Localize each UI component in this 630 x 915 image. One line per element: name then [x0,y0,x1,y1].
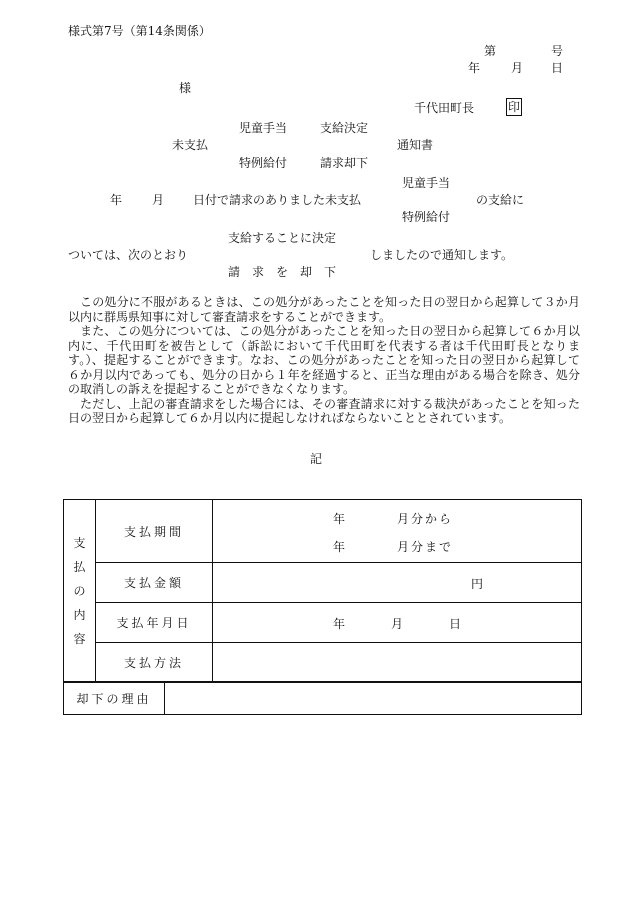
title-payment-decision: 支給決定 [320,121,369,135]
body-date-year: 年 [110,193,123,207]
rejection-reason-label: 却下の理由 [64,682,165,715]
payment-method-label: 支払方法 [96,643,213,683]
payment-date-year: 年 [333,617,346,631]
body-notified: しましたので通知します。 [370,248,514,262]
payment-date-field[interactable] [213,603,582,643]
body-payment-decision: 支給することに決定 [228,231,337,245]
period-to-year: 年 [333,540,346,554]
body-date-month: 月 [152,193,165,207]
payment-amount-label: 支払金額 [96,563,213,603]
payment-contents-group-label: 支 払 の 内 容 [64,500,96,683]
payment-method-field[interactable] [213,643,582,683]
period-to-month: 月分まで [397,540,454,554]
appeal-paragraph-lawsuit: また、この処分については、この処分があったことを知った日の翌日から起算して６か月以内に、千代田町を被告として（訴訟において千代田町を代表する者は千代田町長となります。）、提起することができます。なお、この処分があったことを知った日の翌日から起算して６か月以内であっても、処分の日から１年を経過すると、正当な理由がある場合を除き、処分の取消しの訴えを提起することができなくなります。 [68,324,580,396]
payment-amount-field[interactable] [213,563,582,603]
period-from-year: 年 [333,512,346,526]
title-unpaid: 未支払 [172,138,209,152]
payment-date-label: 支払年月日 [96,603,213,643]
body-payment-of: の支給に [476,193,525,207]
period-from-month: 月分から [397,512,454,526]
title-special-benefit: 特例給付 [239,156,288,170]
appeal-paragraph-review: この処分に不服があるときは、この処分があったことを知った日の翌日から起算して３か月以内に群馬県知事に対して審査請求をすることができます。 [68,295,580,324]
body-regarding: ついては、次のとおり [68,248,189,262]
document-number-label: 第 [484,44,497,58]
rejection-reason-field[interactable] [165,682,582,715]
document-number-suffix: 号 [551,44,564,58]
payment-period-field[interactable] [213,500,582,563]
seal-mark: 印 [507,100,520,114]
ki-heading: 記 [310,452,323,466]
addressee-honorific: 様 [179,81,192,95]
issuer-name: 千代田町長 [414,101,475,115]
body-child-allowance: 児童手当 [402,176,451,190]
title-notice: 通知書 [397,138,434,152]
appeal-notice [68,295,580,426]
amount-unit: 円 [471,577,484,591]
issue-year-label: 年 [468,61,481,75]
title-claim-rejection: 請求却下 [320,156,369,170]
issue-day-label: 日 [551,61,564,75]
issue-month-label: 月 [511,61,524,75]
body-special-benefit: 特例給付 [402,210,451,224]
payment-date-month: 月 [391,617,404,631]
payment-period-label: 支払期間 [96,500,213,563]
title-child-allowance: 児童手当 [239,121,288,135]
form-number: 様式第7号（第14条関係） [68,24,211,38]
payment-details-table [63,499,582,683]
body-rejection: 請 求 を 却 下 [228,265,337,279]
appeal-paragraph-exception: ただし、上記の審査請求をした場合には、その審査請求に対する裁決があったことを知った日の翌日から起算して６か月以内に提起しなければならないこととされています。 [68,396,580,425]
body-date-claim: 日付で請求のありました未支払 [193,193,362,207]
payment-date-day: 日 [449,617,462,631]
rejection-reason-table [63,681,582,715]
